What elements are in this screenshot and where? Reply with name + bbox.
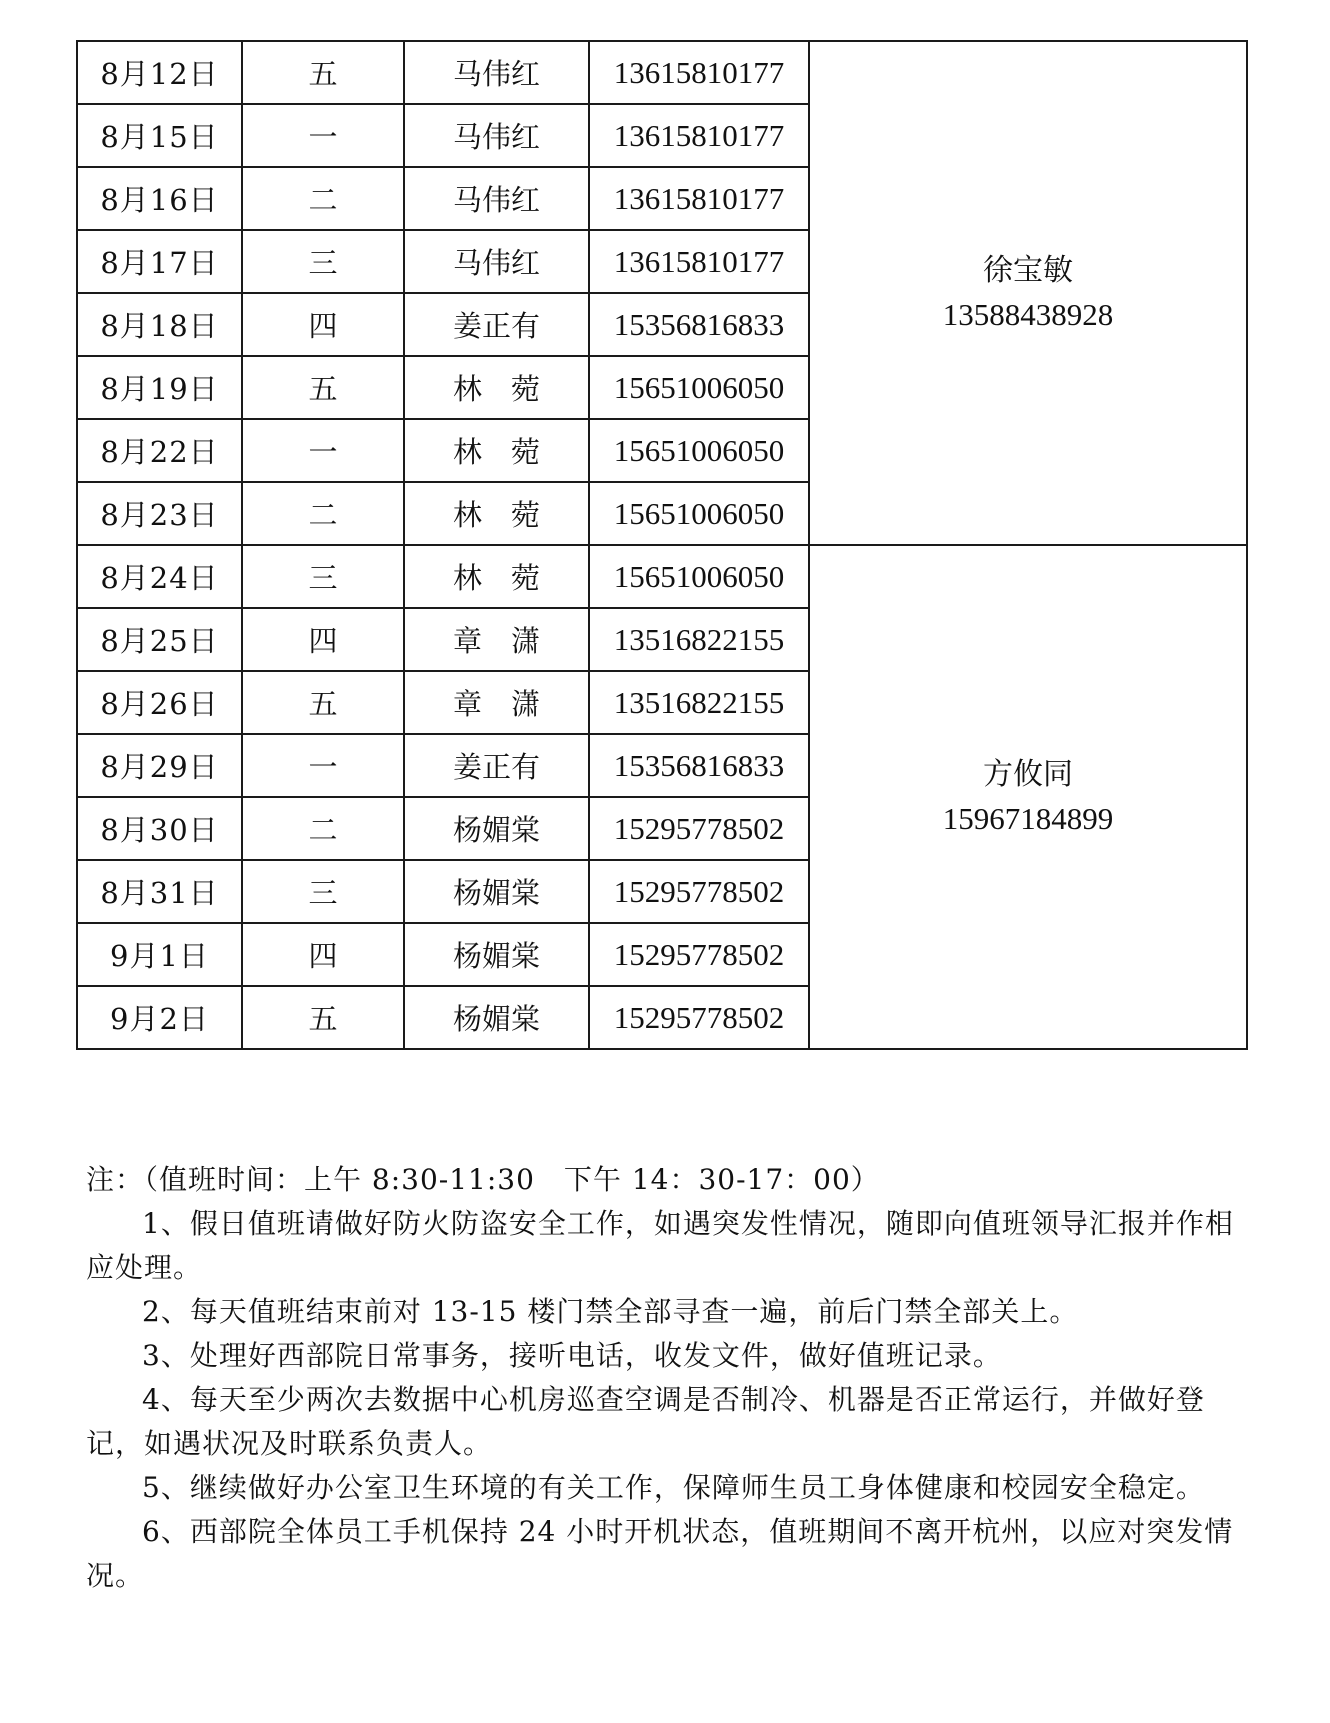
duty-leader-cell — [809, 545, 1247, 1049]
duty-staff-phone-cell: 15651006050 — [589, 356, 809, 419]
note-item: 4、每天至少两次去数据中心机房巡查空调是否制冷、机器是否正常运行，并做好登记，如遇状况及时联系负责人。 — [86, 1383, 1205, 1460]
duty-date-cell: 9月2日 — [77, 986, 242, 1049]
duty-staff-name-cell: 马伟红 — [404, 41, 589, 104]
duty-table-body — [77, 41, 1247, 1049]
duty-staff-name-cell: 马伟红 — [404, 104, 589, 167]
duty-weekday-cell: 二 — [242, 797, 404, 860]
duty-staff-phone-cell: 13516822155 — [589, 671, 809, 734]
duty-date-cell: 8月17日 — [77, 230, 242, 293]
leader-name: 徐宝敏 — [983, 253, 1073, 288]
duty-leader-cell — [809, 41, 1247, 545]
duty-date-cell: 8月16日 — [77, 167, 242, 230]
leader-phone: 15967184899 — [942, 801, 1114, 836]
duty-date-cell: 8月24日 — [77, 545, 242, 608]
duty-staff-name-cell: 章 潇 — [404, 608, 589, 671]
duty-weekday-cell: 四 — [242, 608, 404, 671]
duty-staff-phone-cell: 13615810177 — [589, 230, 809, 293]
duty-notes — [86, 1158, 1246, 1598]
duty-date-cell: 8月18日 — [77, 293, 242, 356]
duty-staff-phone-cell: 15295778502 — [589, 797, 809, 860]
duty-staff-phone-cell: 13615810177 — [589, 167, 809, 230]
duty-weekday-cell: 二 — [242, 167, 404, 230]
duty-staff-name-cell: 林 菀 — [404, 356, 589, 419]
duty-staff-phone-cell: 15651006050 — [589, 419, 809, 482]
duty-date-cell: 8月22日 — [77, 419, 242, 482]
note-item: 2、每天值班结束前对 13-15 楼门禁全部寻查一遍，前后门禁全部关上。 — [142, 1295, 1079, 1328]
duty-weekday-cell: 五 — [242, 356, 404, 419]
duty-weekday-cell: 一 — [242, 419, 404, 482]
duty-date-cell: 8月25日 — [77, 608, 242, 671]
duty-weekday-cell: 五 — [242, 671, 404, 734]
duty-weekday-cell: 五 — [242, 41, 404, 104]
duty-date-cell: 8月23日 — [77, 482, 242, 545]
note-item: 3、处理好西部院日常事务，接听电话，收发文件，做好值班记录。 — [142, 1339, 1002, 1372]
duty-staff-phone-cell: 15651006050 — [589, 545, 809, 608]
duty-weekday-cell: 五 — [242, 986, 404, 1049]
duty-weekday-cell: 一 — [242, 104, 404, 167]
note-item: 1、假日值班请做好防火防盗安全工作，如遇突发性情况，随即向值班领导汇报并作相应处理。 — [86, 1207, 1234, 1284]
duty-staff-name-cell: 姜正有 — [404, 293, 589, 356]
duty-date-cell: 8月19日 — [77, 356, 242, 419]
duty-weekday-cell: 三 — [242, 545, 404, 608]
duty-staff-phone-cell: 15356816833 — [589, 734, 809, 797]
duty-row — [77, 41, 1247, 104]
duty-staff-phone-cell: 15651006050 — [589, 482, 809, 545]
duty-date-cell: 8月12日 — [77, 41, 242, 104]
duty-staff-phone-cell: 13615810177 — [589, 104, 809, 167]
duty-weekday-cell: 一 — [242, 734, 404, 797]
leader-phone: 13588438928 — [942, 297, 1114, 332]
duty-weekday-cell: 四 — [242, 923, 404, 986]
duty-weekday-cell: 三 — [242, 860, 404, 923]
duty-staff-name-cell: 马伟红 — [404, 167, 589, 230]
duty-weekday-cell: 四 — [242, 293, 404, 356]
duty-date-cell: 8月15日 — [77, 104, 242, 167]
leader-name: 方攸同 — [983, 757, 1073, 792]
duty-staff-name-cell: 林 菀 — [404, 419, 589, 482]
duty-row — [77, 545, 1247, 608]
duty-date-cell: 9月1日 — [77, 923, 242, 986]
duty-staff-name-cell: 杨媚棠 — [404, 923, 589, 986]
duty-staff-name-cell: 杨媚棠 — [404, 797, 589, 860]
duty-staff-phone-cell: 13516822155 — [589, 608, 809, 671]
duty-date-cell: 8月26日 — [77, 671, 242, 734]
duty-weekday-cell: 三 — [242, 230, 404, 293]
notes-header: 注：（值班时间：上午 8:30-11:30 下午 14：30-17：00） — [86, 1163, 880, 1196]
duty-weekday-cell: 二 — [242, 482, 404, 545]
note-item: 5、继续做好办公室卫生环境的有关工作，保障师生员工身体健康和校园安全稳定。 — [142, 1471, 1205, 1504]
duty-staff-name-cell: 马伟红 — [404, 230, 589, 293]
duty-staff-name-cell: 姜正有 — [404, 734, 589, 797]
duty-date-cell: 8月29日 — [77, 734, 242, 797]
duty-staff-name-cell: 林 菀 — [404, 545, 589, 608]
duty-staff-phone-cell: 15295778502 — [589, 923, 809, 986]
duty-schedule-table — [76, 40, 1248, 1050]
note-item: 6、西部院全体员工手机保持 24 小时开机状态，值班期间不离开杭州，以应对突发情况。 — [86, 1515, 1234, 1592]
duty-staff-phone-cell: 13615810177 — [589, 41, 809, 104]
duty-staff-phone-cell: 15295778502 — [589, 986, 809, 1049]
duty-staff-name-cell: 章 潇 — [404, 671, 589, 734]
duty-staff-phone-cell: 15295778502 — [589, 860, 809, 923]
duty-staff-phone-cell: 15356816833 — [589, 293, 809, 356]
duty-staff-name-cell: 杨媚棠 — [404, 860, 589, 923]
duty-staff-name-cell: 林 菀 — [404, 482, 589, 545]
duty-date-cell: 8月30日 — [77, 797, 242, 860]
duty-staff-name-cell: 杨媚棠 — [404, 986, 589, 1049]
duty-date-cell: 8月31日 — [77, 860, 242, 923]
